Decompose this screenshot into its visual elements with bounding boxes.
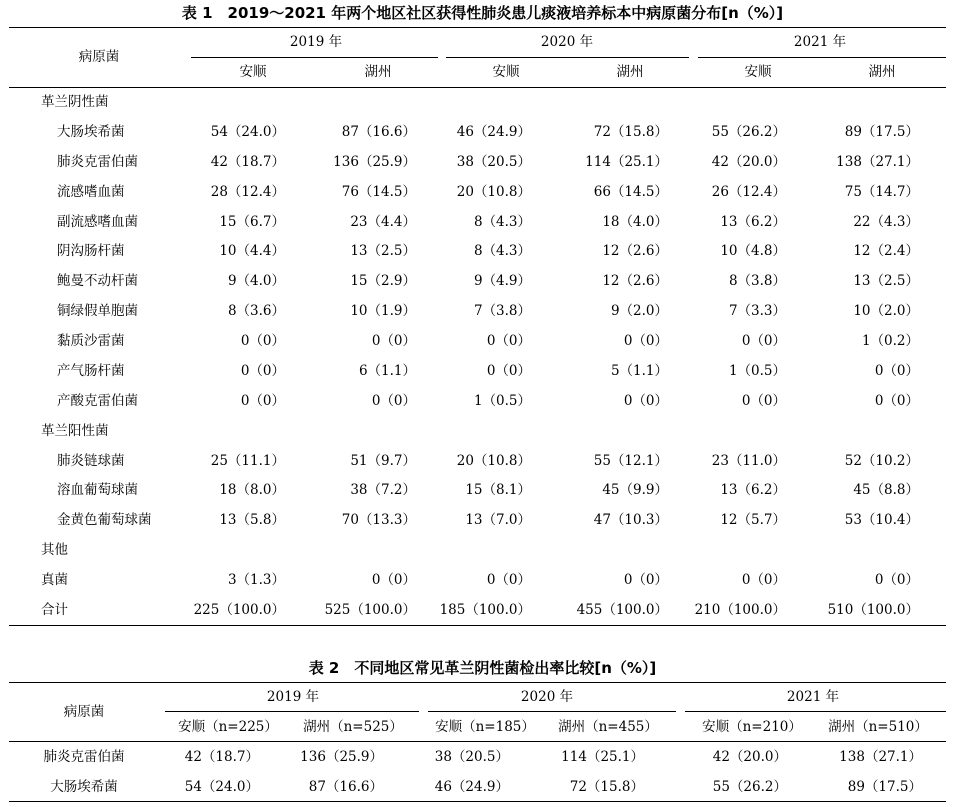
cell-value: 46（24.9） <box>456 124 531 140</box>
cell-value: 42（18.7） <box>210 154 285 170</box>
cell-value: 136（25.9） <box>300 749 383 765</box>
cell-value: 70（13.3） <box>341 512 416 528</box>
cell-value: 0（0） <box>874 572 919 588</box>
region-header: 湖州（n=510） <box>828 719 928 735</box>
year-header: 2020 年 <box>540 34 594 50</box>
cell-value: 10（4.8） <box>720 243 786 259</box>
cell-value: 1（0.5） <box>473 393 531 409</box>
cell-value: 55（12.1） <box>593 453 668 469</box>
row-label: 真菌 <box>41 572 68 588</box>
cell-value: 138（27.1） <box>839 749 922 765</box>
year-rule <box>698 57 946 58</box>
cell-value: 3（1.3） <box>227 572 285 588</box>
year-header: 2021 年 <box>793 34 847 50</box>
row-label: 产酸克雷伯菌 <box>57 393 138 409</box>
cell-value: 55（26.2） <box>711 124 786 140</box>
cell-value: 18（4.0） <box>602 214 668 230</box>
cell-value: 0（0） <box>486 363 531 379</box>
cell-value: 42（20.0） <box>711 154 786 170</box>
cell-value: 5（1.1） <box>610 363 668 379</box>
row-label: 流感嗜血菌 <box>57 184 125 200</box>
year-header: 2019 年 <box>289 34 343 50</box>
table1-caption: 表 1 2019～2021 年两个地区社区获得性肺炎患儿痰液培养标本中病原菌分布[n（%）] <box>181 4 784 22</box>
cell-value: 15（8.1） <box>465 482 531 498</box>
cell-value: 87（16.6） <box>308 779 383 795</box>
cell-value: 12（2.6） <box>602 243 668 259</box>
table2-caption: 表 2 不同地区常见革兰阴性菌检出率比较[n（%）] <box>308 659 657 677</box>
table2-header-rule <box>9 741 946 742</box>
cell-value: 0（0） <box>874 363 919 379</box>
cell-value: 0（0） <box>240 363 285 379</box>
cell-value: 8（4.3） <box>473 214 531 230</box>
year-rule <box>191 57 438 58</box>
cell-value: 12（5.7） <box>720 512 786 528</box>
region-header: 安顺（n=210） <box>702 719 802 735</box>
region-header: 湖州（n=455） <box>558 719 658 735</box>
cell-value: 15（6.7） <box>219 214 285 230</box>
cell-value: 1（0.2） <box>861 333 919 349</box>
row-label: 肺炎链球菌 <box>57 453 125 469</box>
table1-pathogen-header: 病原菌 <box>78 49 120 65</box>
cell-value: 42（20.0） <box>712 749 787 765</box>
cell-value: 0（0） <box>240 393 285 409</box>
year-rule <box>685 711 946 712</box>
cell-value: 46（24.9） <box>434 779 509 795</box>
cell-value: 15（2.9） <box>350 273 416 289</box>
cell-value: 47（10.3） <box>593 512 668 528</box>
table2-top-rule <box>9 682 946 683</box>
cell-value: 38（7.2） <box>350 482 416 498</box>
region-header: 湖州（n=525） <box>303 719 403 735</box>
row-label: 肺炎克雷伯菌 <box>43 749 125 765</box>
cell-value: 9（4.9） <box>473 273 531 289</box>
cell-value: 18（8.0） <box>219 482 285 498</box>
year-rule <box>428 711 676 712</box>
cell-value: 38（20.5） <box>456 154 531 170</box>
cell-value: 89（17.5） <box>844 124 919 140</box>
year-header: 2021 年 <box>786 689 840 705</box>
row-label: 阴沟肠杆菌 <box>57 243 125 259</box>
cell-value: 0（0） <box>874 393 919 409</box>
cell-value: 25（11.1） <box>210 453 285 469</box>
row-label: 黏质沙雷菌 <box>57 333 125 349</box>
row-label: 鲍曼不动杆菌 <box>57 273 138 289</box>
cell-value: 7（3.3） <box>728 303 786 319</box>
cell-value: 22（4.3） <box>853 214 919 230</box>
cell-value: 23（4.4） <box>350 214 416 230</box>
cell-value: 455（100.0） <box>576 602 668 618</box>
cell-value: 0（0） <box>623 572 668 588</box>
table2-pathogen-header: 病原菌 <box>63 704 105 720</box>
cell-value: 0（0） <box>486 572 531 588</box>
cell-value: 9（2.0） <box>610 303 668 319</box>
cell-value: 87（16.6） <box>341 124 416 140</box>
table1-bottom-rule <box>9 625 946 626</box>
cell-value: 114（25.1） <box>585 154 668 170</box>
row-label: 革兰阴性菌 <box>41 94 109 110</box>
cell-value: 510（100.0） <box>827 602 919 618</box>
year-header: 2020 年 <box>520 689 574 705</box>
cell-value: 13（2.5） <box>350 243 416 259</box>
region-header: 安顺 <box>492 64 520 80</box>
cell-value: 10（2.0） <box>853 303 919 319</box>
cell-value: 0（0） <box>741 393 786 409</box>
region-header: 安顺 <box>239 64 267 80</box>
cell-value: 0（0） <box>371 333 416 349</box>
region-header: 安顺 <box>744 64 772 80</box>
cell-value: 42（18.7） <box>184 749 259 765</box>
region-header: 湖州 <box>868 64 896 80</box>
cell-value: 10（1.9） <box>350 303 416 319</box>
cell-value: 66（14.5） <box>593 184 668 200</box>
cell-value: 28（12.4） <box>210 184 285 200</box>
cell-value: 75（14.7） <box>844 184 919 200</box>
row-label: 铜绿假单胞菌 <box>57 303 138 319</box>
cell-value: 138（27.1） <box>836 154 919 170</box>
cell-value: 225（100.0） <box>193 602 285 618</box>
row-label: 大肠埃希菌 <box>57 124 125 140</box>
row-label: 溶血葡萄球菌 <box>57 482 138 498</box>
cell-value: 51（9.7） <box>350 453 416 469</box>
row-label: 合计 <box>41 602 68 618</box>
region-header: 安顺（n=225） <box>178 719 278 735</box>
row-label: 大肠埃希菌 <box>50 779 118 795</box>
cell-value: 13（7.0） <box>465 512 531 528</box>
cell-value: 8（4.3） <box>473 243 531 259</box>
cell-value: 0（0） <box>371 572 416 588</box>
table1-top-rule <box>9 27 946 28</box>
cell-value: 38（20.5） <box>434 749 509 765</box>
table2-bottom-rule <box>9 801 946 802</box>
table1-header-rule <box>9 87 946 88</box>
cell-value: 7（3.8） <box>473 303 531 319</box>
cell-value: 20（10.8） <box>456 453 531 469</box>
cell-value: 8（3.8） <box>728 273 786 289</box>
cell-value: 10（4.4） <box>219 243 285 259</box>
year-header: 2019 年 <box>266 689 320 705</box>
cell-value: 13（6.2） <box>720 482 786 498</box>
cell-value: 0（0） <box>240 333 285 349</box>
cell-value: 185（100.0） <box>439 602 531 618</box>
cell-value: 1（0.5） <box>728 363 786 379</box>
cell-value: 12（2.4） <box>853 243 919 259</box>
cell-value: 136（25.9） <box>333 154 416 170</box>
cell-value: 0（0） <box>741 572 786 588</box>
cell-value: 72（15.8） <box>569 779 644 795</box>
year-rule <box>165 711 419 712</box>
cell-value: 12（2.6） <box>602 273 668 289</box>
row-label: 副流感嗜血菌 <box>57 214 138 230</box>
region-header: 湖州 <box>616 64 644 80</box>
cell-value: 525（100.0） <box>324 602 416 618</box>
cell-value: 45（8.8） <box>853 482 919 498</box>
cell-value: 54（24.0） <box>210 124 285 140</box>
cell-value: 0（0） <box>741 333 786 349</box>
cell-value: 20（10.8） <box>456 184 531 200</box>
region-header: 湖州 <box>364 64 392 80</box>
year-rule <box>446 57 689 58</box>
cell-value: 13（2.5） <box>853 273 919 289</box>
cell-value: 26（12.4） <box>711 184 786 200</box>
row-label: 革兰阳性菌 <box>41 423 109 439</box>
cell-value: 13（5.8） <box>219 512 285 528</box>
row-label: 其他 <box>41 542 68 558</box>
row-label: 肺炎克雷伯菌 <box>57 154 138 170</box>
cell-value: 23（11.0） <box>711 453 786 469</box>
cell-value: 89（17.5） <box>847 779 922 795</box>
row-label: 产气肠杆菌 <box>57 363 125 379</box>
cell-value: 0（0） <box>486 333 531 349</box>
cell-value: 0（0） <box>371 393 416 409</box>
cell-value: 114（25.1） <box>561 749 644 765</box>
cell-value: 0（0） <box>623 333 668 349</box>
cell-value: 0（0） <box>623 393 668 409</box>
cell-value: 54（24.0） <box>184 779 259 795</box>
cell-value: 45（9.9） <box>602 482 668 498</box>
cell-value: 53（10.4） <box>844 512 919 528</box>
cell-value: 76（14.5） <box>341 184 416 200</box>
row-label: 金黄色葡萄球菌 <box>57 512 152 528</box>
cell-value: 8（3.6） <box>227 303 285 319</box>
cell-value: 52（10.2） <box>844 453 919 469</box>
region-header: 安顺（n=185） <box>435 719 535 735</box>
cell-value: 13（6.2） <box>720 214 786 230</box>
cell-value: 72（15.8） <box>593 124 668 140</box>
cell-value: 210（100.0） <box>694 602 786 618</box>
cell-value: 55（26.2） <box>712 779 787 795</box>
cell-value: 6（1.1） <box>358 363 416 379</box>
cell-value: 9（4.0） <box>227 273 285 289</box>
